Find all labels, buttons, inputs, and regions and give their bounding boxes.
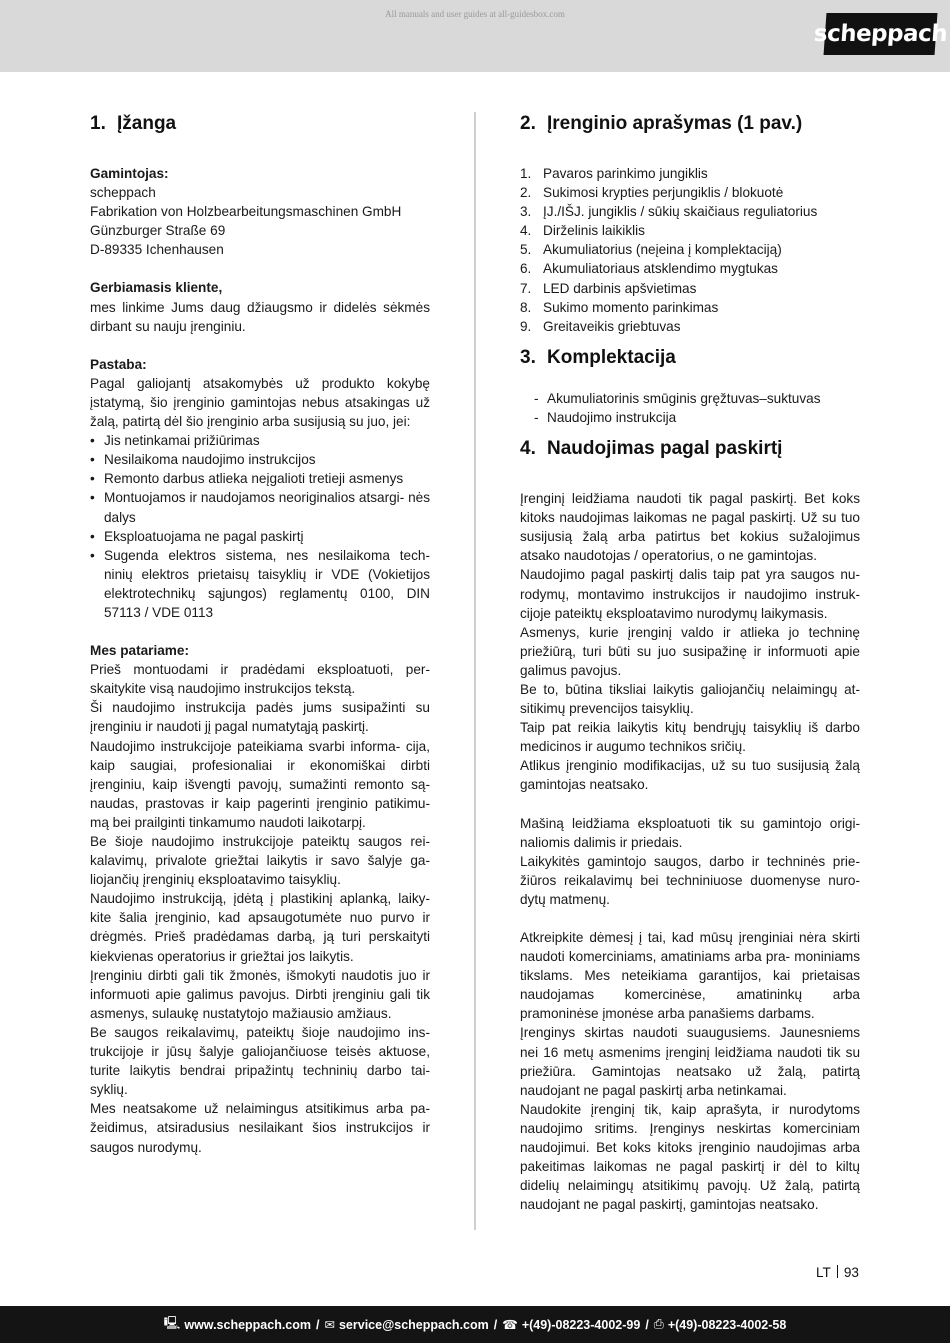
- list-item: 2. Sukimosi krypties perjungiklis / blokuotė: [520, 185, 784, 201]
- usage-paragraph: Mašiną leidžiama eksploatuoti tik su gamintojo origi- naliomis dalimis ir priedais.: [520, 815, 860, 850]
- list-item: • Sugenda elektros sistema, nes nesilaikoma tech- ninių elektros prietaisų taisyklių ir VDE (Vokietijos elektrotechnikų sąjungos) reglamentų 0100, DIN 57113 / VDE 0113: [90, 546, 430, 622]
- computer-icon: 🖳: [163, 1316, 181, 1330]
- phone-number: +(49)-08223-4002-99: [521, 1317, 641, 1332]
- list-item: 5. Akumuliatorius (neįeina į komplektaciją): [520, 242, 782, 258]
- list-item: 4. Dirželinis laikiklis: [520, 223, 645, 239]
- device-parts-list: [520, 164, 860, 336]
- page-lang: LT: [816, 1265, 831, 1280]
- advice-paragraph: Be saugos reikalavimų, pateiktų šioje naudojimo ins- trukcijoje ir jūsų šalyje galiojančiuose teisės aktuose, turite laikytis bendrai pripažintų techninių darbo tai- syklių.: [90, 1024, 430, 1098]
- usage-paragraph: Laikykitės gamintojo saugos, darbo ir techninės prie- žiūros reikalavimų bei techniniuose duomenyse nuro- dytų matmenų.: [520, 853, 860, 907]
- email-link[interactable]: service@scheppach.com: [338, 1317, 489, 1332]
- usage-paragraph: Be to, būtina tiksliai laikytis galiojančių nelaimingų at- sitikimų prevencijos taisyklių.: [520, 681, 860, 717]
- website-link[interactable]: www.scheppach.com: [184, 1317, 312, 1332]
- note-bullet-list: [90, 431, 430, 622]
- package-contents-list: [520, 389, 860, 427]
- note-text: Pagal galiojantį atsakomybės už produkto kokybę įstatymą, šio įrenginio gamintojas nebus atsakingas už žalą, patirtą dėl šio įrenginio arba susijusią su juo, jei:: [90, 375, 430, 430]
- advice-paragraph: Mes neatsakome už nelaimingus atsitikimus arba pa- žeidimus, atsiradusius nesilaikant šios instrukcijos ir saugos nurodymų.: [90, 1101, 430, 1155]
- section-1-heading: 1. Įžanga: [90, 113, 177, 134]
- advice-paragraph: Naudojimo instrukciją, įdėtą į plastikinį aplanką, laiky- kite šalia įrenginio, kad apsaugotumėte nuo purvo ir drėgmės. Prieš pradėdamas darbą, ją turi perskaityti kiekvienas operatorius ir griežtai jos laikytis.: [90, 891, 430, 964]
- list-item: 6. Akumuliatoriaus atsklendimo mygtukas: [520, 261, 778, 277]
- fax-number: +(49)-08223-4002-58: [667, 1317, 787, 1332]
- manufacturer-line: Fabrikation von Holzbearbeitungsmaschinen GmbH: [90, 204, 402, 220]
- greeting-text: mes linkime Jums daug džiaugsmo ir didelės sėkmės dirbant su nauju įrenginiu.: [90, 299, 430, 334]
- mail-icon: ✉: [324, 1318, 335, 1332]
- section-3-heading: 3. Komplektacija: [520, 346, 676, 368]
- advice-paragraph: Naudojimo instrukcijoje pateikiama svarbi informa- cija, kaip saugiai, profesionaliai ir ekonomiškai dirbti įrenginiu, kaip išvengti pavojų, sumažinti remonto są- naudas, prastovas ir kaip pagerinti įrenginio patikimu- mą bei prailginti tinkamumo naudoti laikotarpį.: [90, 738, 430, 830]
- manufacturer-label: Gamintojas:: [90, 166, 169, 181]
- advice-paragraph: Prieš montuodami ir pradėdami eksploatuoti, per- skaitykite visą naudojimo instrukcijos tekstą.: [90, 662, 430, 697]
- usage-paragraph: Įrenginį leidžiama naudoti tik pagal paskirtį. Bet koks kitoks naudojimas laikomas ne pagal paskirtį. Už su tuo susijusią žalą arba patirtus bet kokius sužalojimus atsako naudotojas / operatorius, o ne gamintojas.: [520, 491, 860, 564]
- advice-label: Mes patariame:: [90, 643, 189, 659]
- advice-paragraph: Be šioje naudojimo instrukcijoje pateiktų saugos rei- kalavimų, privalote griežtai laikytis ir savo šalyje ga- liojančių įrenginių eksploatavimo taisyklių.: [90, 834, 430, 888]
- footer-separator: /: [316, 1317, 320, 1332]
- list-item: • Montuojamos ir naudojamos neoriginalios atsargi- nės dalys: [90, 488, 430, 526]
- usage-paragraph: Atlikus įrenginio modifikacijas, už su tuo susijusią žalą gamintojas neatsako.: [520, 758, 860, 793]
- manufacturer-line: Günzburger Straße 69: [90, 223, 226, 239]
- manufacturer-line: D-89335 Ichenhausen: [90, 242, 224, 258]
- list-item: - Naudojimo instrukcija: [534, 408, 860, 427]
- note-label: Pastaba:: [90, 356, 147, 372]
- list-item: • Eksploatuojama ne pagal paskirtį: [90, 527, 430, 546]
- section-2-heading: 2. Įrenginio aprašymas (1 pav.): [520, 113, 803, 134]
- advice-paragraph: Ši naudojimo instrukcija padės jums susipažinti su įrenginiu ir naudoti jį pagal numatytąją paskirtį.: [90, 700, 430, 735]
- usage-paragraph: Naudojimo pagal paskirtį dalis taip pat yra saugos nu- rodymų, montavimo instrukcijos ir naudojimo instruk- cijoje pateiktų eksploatavimo nurodymų laikymasis.: [520, 567, 860, 621]
- phone-icon: ☎: [502, 1318, 518, 1332]
- footer-separator: /: [645, 1317, 649, 1332]
- greeting-label: Gerbiamasis kliente,: [90, 280, 223, 296]
- scheppach-logo: scheppach: [824, 13, 938, 55]
- page-number: [816, 1265, 859, 1280]
- right-column: [520, 112, 860, 1214]
- contact-footer: [0, 1306, 950, 1343]
- fax-icon: ⎙: [653, 1317, 664, 1331]
- list-item: 8. Sukimo momento parinkimas: [520, 299, 719, 315]
- manufacturer-line: scheppach: [90, 185, 156, 201]
- usage-paragraph: Naudokite įrenginį tik, kaip aprašyta, ir nurodytoms naudojimo sritims. Įrenginys neskirtas komerciniam naudojimui. Bet koks kitoks įrenginio naudojimas arba pakeitimas laikomas ne pagal paskirtį ir dėl to kiltų didelių nelaimingų atsitikimų pavojų. Už žalą, patirtą naudojant ne pagal paskirtį, gamintojas neatsako.: [520, 1101, 860, 1213]
- left-column: [90, 112, 430, 1157]
- page-number-separator: [837, 1265, 838, 1278]
- list-item: 9. Greitaveikis griebtuvas: [520, 318, 681, 334]
- usage-paragraph: Įrenginys skirtas naudoti suaugusiems. Jaunesniems nei 16 metų asmenims įrenginį leidžiama naudoti tik su priežiūra. Gamintojas neatsako už žalą, patirtą naudojant ne pagal paskirtį arba netinkamai.: [520, 1025, 860, 1098]
- list-item: 7. LED darbinis apšvietimas: [520, 280, 697, 296]
- list-item: • Nesilaikoma naudojimo instrukcijos: [90, 450, 430, 469]
- list-item: • Remonto darbus atlieka neįgalioti tretieji asmenys: [90, 469, 430, 488]
- usage-paragraph: Atkreipkite dėmesį į tai, kad mūsų įrenginiai nėra skirti naudoti komerciniams, amatiniams arba pra- moniniams tikslams. Mes neteikiama garantijos, kai prietaisas naudojamas komercinėse, amatininkų arba pramoninėse įmonėse arba panašiems darbams.: [520, 930, 860, 1022]
- watermark-text: All manuals and user guides at all-guidesbox.com: [385, 9, 565, 19]
- usage-paragraph: Asmenys, kurie įrenginį valdo ir atlieka jo techninę priežiūrą, turi būti su juo susipažinę ir informuoti apie galimus pavojus.: [520, 624, 860, 678]
- column-divider: [474, 112, 476, 1230]
- list-item: 1. Pavaros parinkimo jungiklis: [520, 166, 708, 181]
- list-item: 3. ĮJ./IŠJ. jungiklis / sūkių skaičiaus reguliatorius: [520, 204, 818, 220]
- footer-separator: /: [493, 1317, 498, 1332]
- page-number-value: 93: [843, 1265, 859, 1280]
- section-4-heading: 4. Naudojimas pagal paskirtį: [520, 438, 783, 460]
- advice-paragraph: Įrenginiu dirbti gali tik žmonės, išmokyti naudotis juo ir informuoti apie galimus pavojus. Dirbti įrenginiu gali tik asmenys, sulaukę nustatytojo mažiausio amžiaus.: [90, 967, 430, 1021]
- list-item: • Jis netinkamai prižiūrimas: [90, 431, 430, 450]
- list-item: - Akumuliatorinis smūginis gręžtuvas–suktuvas: [534, 389, 860, 408]
- usage-paragraph: Taip pat reikia laikytis kitų bendrųjų taisyklių iš darbo medicinos ir augumo technikos sričių.: [520, 720, 860, 755]
